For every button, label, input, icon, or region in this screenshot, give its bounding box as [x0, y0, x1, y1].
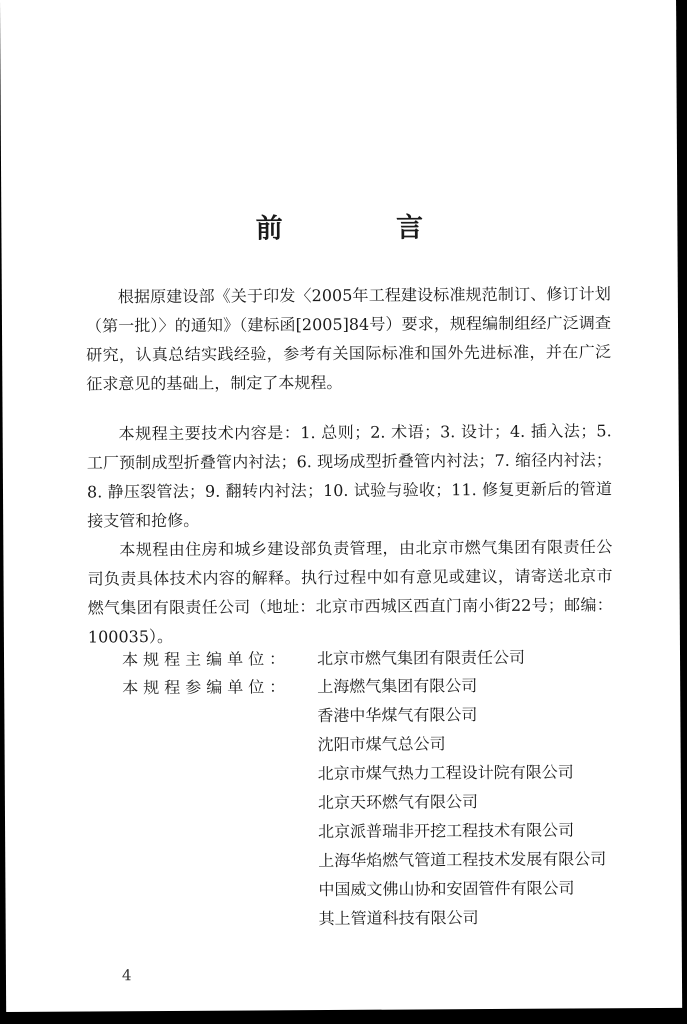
page-title: 前 言	[255, 212, 476, 245]
participant-unit: 沈阳市煤气总公司	[317, 734, 446, 755]
participant-label: 本规程参编单位：	[122, 677, 291, 698]
participant-unit: 北京天环燃气有限公司	[317, 792, 478, 813]
preface-paragraph-contents: 本规程主要技术内容是：1. 总则；2. 术语；3. 设计；4. 插入法；5. 工厂预制成型折叠管内衬法；6. 现场成型折叠管内衬法；7. 缩径内衬法；8. 静压裂管法；9. 翻转内衬法；10. 试验与验收；11. 修复更新后的管道接支管和抢修。	[86, 421, 613, 531]
chief-editor-unit: 北京市燃气集团有限责任公司	[316, 647, 526, 669]
page-number: 4	[121, 966, 132, 985]
participant-unit: 其上管道科技有限公司	[318, 908, 479, 929]
preface-paragraph-management: 本规程由住房和城乡建设部负责管理，由北京市燃气集团有限责任公司负责具体技术内容的解释。执行过程中如有意见或建议，请寄送北京市燃气集团有限责任公司（地址：北京市西城区西直门南小街22号；邮编：100035）。	[87, 537, 613, 647]
participant-unit: 中国威文佛山协和安固管件有限公司	[318, 878, 575, 900]
participant-unit: 北京派普瑞非开挖工程技术有限公司	[318, 820, 575, 842]
participant-unit: 北京市煤气热力工程设计院有限公司	[317, 762, 574, 784]
participant-unit-first: 上海燃气集团有限公司	[317, 676, 478, 697]
participant-unit: 上海华焰燃气管道工程技术发展有限公司	[318, 849, 607, 871]
chief-editor-label: 本规程主编单位：	[121, 649, 291, 670]
preface-paragraph-basis: 根据原建设部《关于印发〈2005年工程建设标准规范制订、修订计划（第一批）〉的通知》（建标函[2005]84号）要求，规程编制组经广泛调查研究，认真总结实践经验，参考有关国际标准和国外先进标准，并在广泛征求意见的基础上，制定了本规程。	[85, 284, 612, 394]
page-edge	[658, 0, 676, 30]
participant-unit: 香港中华煤气有限公司	[317, 705, 478, 726]
participant-unit-list	[317, 699, 618, 933]
